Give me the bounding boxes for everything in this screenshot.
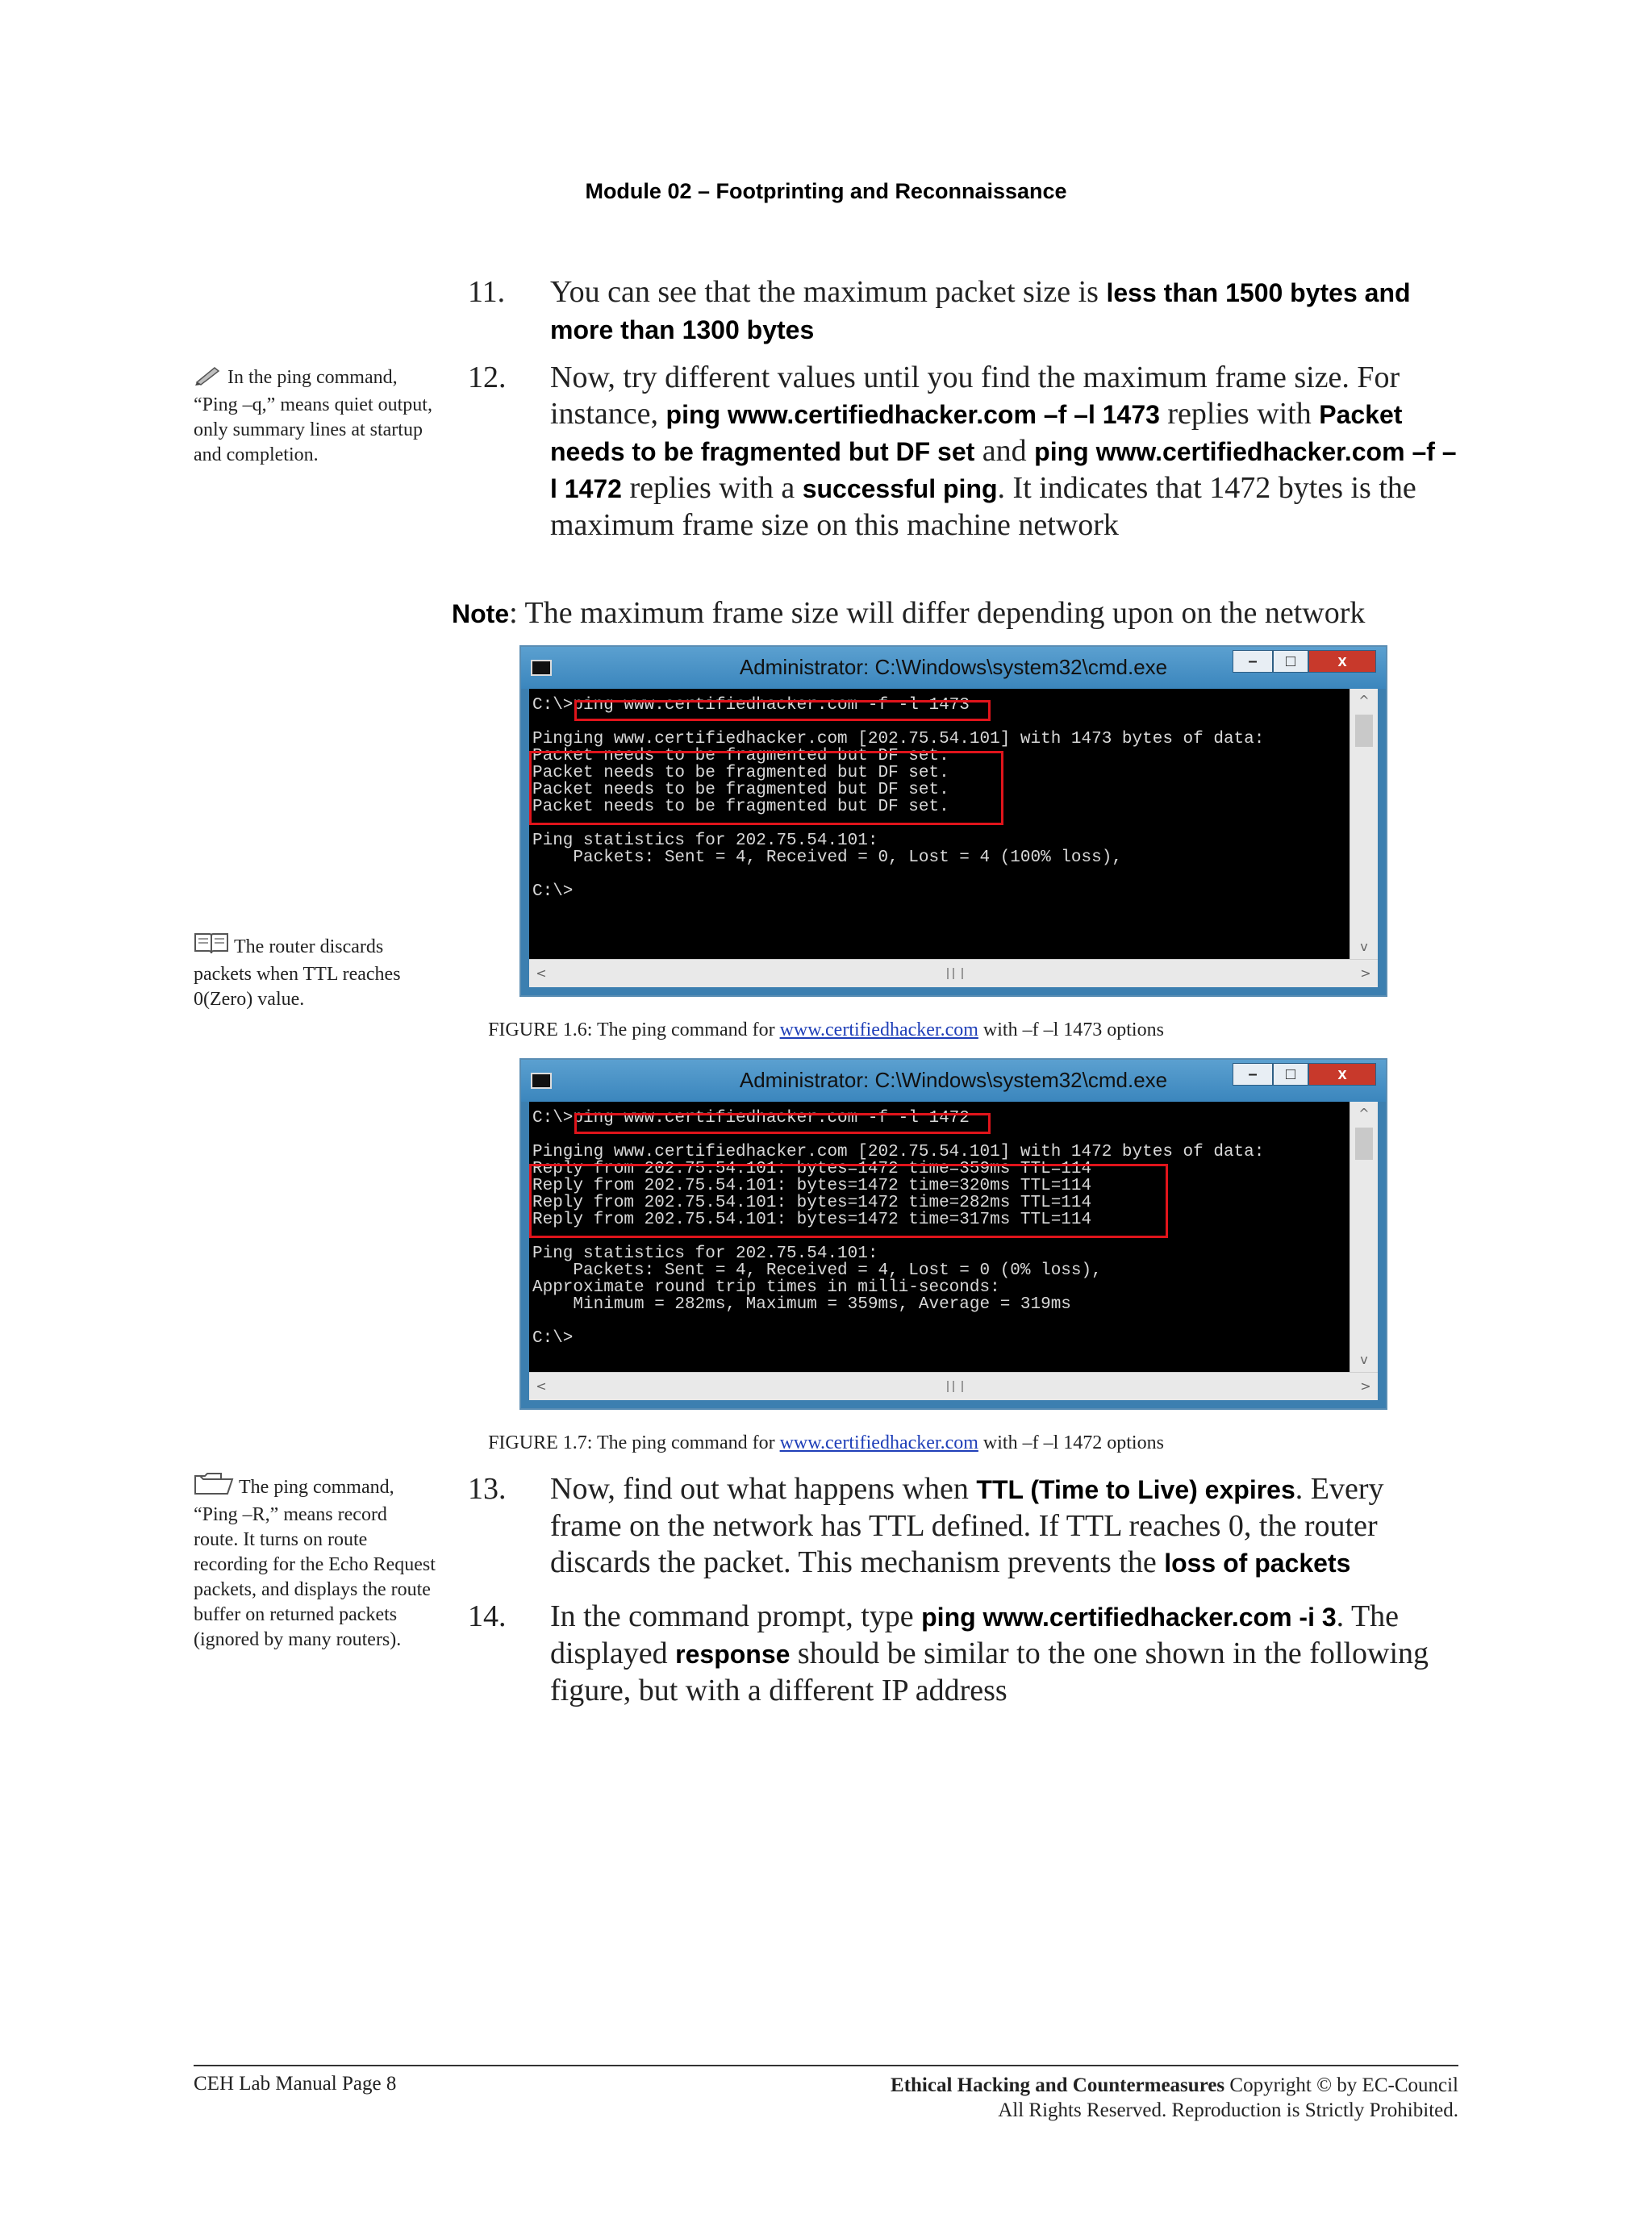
scroll-up-icon[interactable]: ^ [1358,693,1370,708]
scroll-right-icon[interactable]: > [1360,1378,1371,1394]
footer-divider [194,2065,1458,2066]
console-area[interactable] [529,689,1378,959]
step-number: 13. [468,1472,507,1506]
footer-copyright: Ethical Hacking and Countermeasures Copyright © by EC-Council All Rights Reserved. Reproduction is Strictly Prohibited. [891,2074,1458,2121]
console-area[interactable] [529,1102,1378,1372]
cmd-window-1473 [519,645,1387,997]
minimize-button[interactable]: – [1233,650,1273,673]
margin-note-ping-q [194,365,436,468]
margin-note-ping-r [194,1471,436,1653]
step-text: Now, try different values until you find the maximum frame size. For instance, ping www.certifiedhacker.com –f –l 1473 replies with Packet needs to be fragmented but DF set and ping www.certifiedhacker.com –f –l 1472 replies with a successful ping. It indicates that 1472 bytes is the maximum frame size on this machine network [550,361,1457,542]
window-titlebar[interactable] [521,1060,1386,1102]
console-line: Packet needs to be fragmented but DF set. [532,781,949,799]
console-line: C:\> [532,882,574,901]
console-line [532,1228,1350,1245]
console-output [529,1102,1354,1372]
caption-link[interactable]: www.certifiedhacker.com [779,1019,978,1040]
step-text: You can see that the maximum packet size is less than 1500 bytes and more than 1300 bytes [550,275,1411,344]
margin-note-ttl [194,929,436,1012]
pencil-icon [194,365,223,393]
step-14 [468,1599,1458,1709]
vertical-scrollbar[interactable] [1350,1102,1378,1372]
margin-note-text: In the ping command, “Ping –q,” means quiet output, only summary lines at startup and completion. [194,367,432,465]
horizontal-scrollbar[interactable] [529,959,1378,987]
console-line: Reply from 202.75.54.101: bytes=1472 time=317ms TTL=114 [532,1211,1092,1229]
scroll-thumb[interactable] [1355,1128,1373,1160]
console-line: C:\>ping www.certifiedhacker.com -f -l 1473 [532,696,970,715]
cmd-window-1472 [519,1058,1387,1410]
console-line: C:\>ping www.certifiedhacker.com -f -l 1472 [532,1109,970,1128]
folder-icon [194,1471,234,1503]
console-line: Reply from 202.75.54.101: bytes=1472 time=282ms TTL=114 [532,1194,1092,1212]
console-line [532,714,1350,731]
console-line: Ping statistics for 202.75.54.101: [532,1244,878,1263]
console-line: Reply from 202.75.54.101: bytes=1472 time=320ms TTL=114 [532,1177,1092,1195]
margin-note-text: The router discards packets when TTL reaches 0(Zero) value. [194,936,401,1010]
console-line: Approximate round trip times in milli-seconds: [532,1278,1000,1297]
console-line: Packets: Sent = 4, Received = 4, Lost = 0 (0% loss), [532,1261,1102,1280]
step-12 [468,360,1458,544]
note-label: Note [452,599,510,628]
step-number: 11. [468,275,506,309]
scroll-left-icon[interactable]: < [536,1378,547,1394]
console-line: C:\> [532,1329,574,1348]
console-line: Packet needs to be fragmented but DF set. [532,764,949,782]
footer-page-label: CEH Lab Manual Page 8 [194,2073,397,2095]
console-line [532,934,1350,951]
console-line [532,1313,1350,1330]
console-line [532,917,1350,934]
maximize-button[interactable]: □ [1273,650,1308,673]
console-line: Pinging www.certifiedhacker.com [202.75.54.101] with 1473 bytes of data: [532,730,1265,748]
console-line [532,900,1350,917]
module-header: Module 02 – Footprinting and Reconnaissance [585,179,1067,203]
figure-caption-1-7: FIGURE 1.7: The ping command for www.certifiedhacker.com with –f –l 1472 options [488,1432,1164,1453]
figure-caption-1-6: FIGURE 1.6: The ping command for www.certifiedhacker.com with –f –l 1473 options [488,1019,1164,1040]
scroll-grip-icon[interactable] [947,1381,963,1392]
window-titlebar[interactable] [521,647,1386,689]
maximize-button[interactable]: □ [1273,1063,1308,1086]
step-11 [468,274,1458,348]
console-line: Ping statistics for 202.75.54.101: [532,832,878,850]
scroll-down-icon[interactable]: v [1360,1352,1368,1367]
scroll-right-icon[interactable]: > [1360,965,1371,981]
console-line: Reply from 202.75.54.101: bytes=1472 time=359ms TTL=114 [532,1160,1092,1178]
scroll-down-icon[interactable]: v [1360,939,1368,954]
console-line: Packet needs to be fragmented but DF set. [532,747,949,765]
scroll-up-icon[interactable]: ^ [1358,1106,1370,1121]
vertical-scrollbar[interactable] [1350,689,1378,959]
console-output [529,689,1354,959]
console-line [532,866,1350,883]
close-button[interactable]: x [1308,650,1376,673]
step-number: 14. [468,1599,507,1633]
horizontal-scrollbar[interactable] [529,1372,1378,1400]
minimize-button[interactable]: – [1233,1063,1273,1086]
window-title: Administrator: C:\Windows\system32\cmd.exe [739,1068,1168,1092]
note-paragraph: Note: The maximum frame size will differ depending upon on the network [452,596,1366,630]
console-line: Packets: Sent = 4, Received = 0, Lost = 4 (100% loss), [532,848,1122,867]
step-number: 12. [468,361,507,394]
console-line [532,815,1350,832]
book-icon [194,929,229,962]
scroll-thumb[interactable] [1355,715,1373,747]
caption-link[interactable]: www.certifiedhacker.com [779,1432,978,1453]
console-line: Pinging www.certifiedhacker.com [202.75.54.101] with 1472 bytes of data: [532,1143,1265,1161]
step-text: In the command prompt, type ping www.certifiedhacker.com -i 3. The displayed response should be similar to the one shown in the following figure, but with a different IP address [550,1599,1429,1707]
step-text: Now, find out what happens when TTL (Time to Live) expires. Every frame on the network has TTL defined. If TTL reaches 0, the router discards the packet. This mechanism prevents the loss of packets [550,1472,1384,1579]
scroll-grip-icon[interactable] [947,968,963,979]
window-title: Administrator: C:\Windows\system32\cmd.exe [739,655,1168,679]
console-line [532,1127,1350,1144]
scroll-left-icon[interactable]: < [536,965,547,981]
margin-note-text: The ping command, “Ping –R,” means record route. It turns on route recording for the Echo Request packets, and displays the route buffer on returned packets (ignored by many routers). [194,1477,436,1650]
step-13 [468,1471,1458,1582]
console-line [532,1347,1350,1364]
console-line: Packet needs to be fragmented but DF set. [532,798,949,816]
close-button[interactable]: x [1308,1063,1376,1086]
console-line: Minimum = 282ms, Maximum = 359ms, Average = 319ms [532,1295,1071,1314]
